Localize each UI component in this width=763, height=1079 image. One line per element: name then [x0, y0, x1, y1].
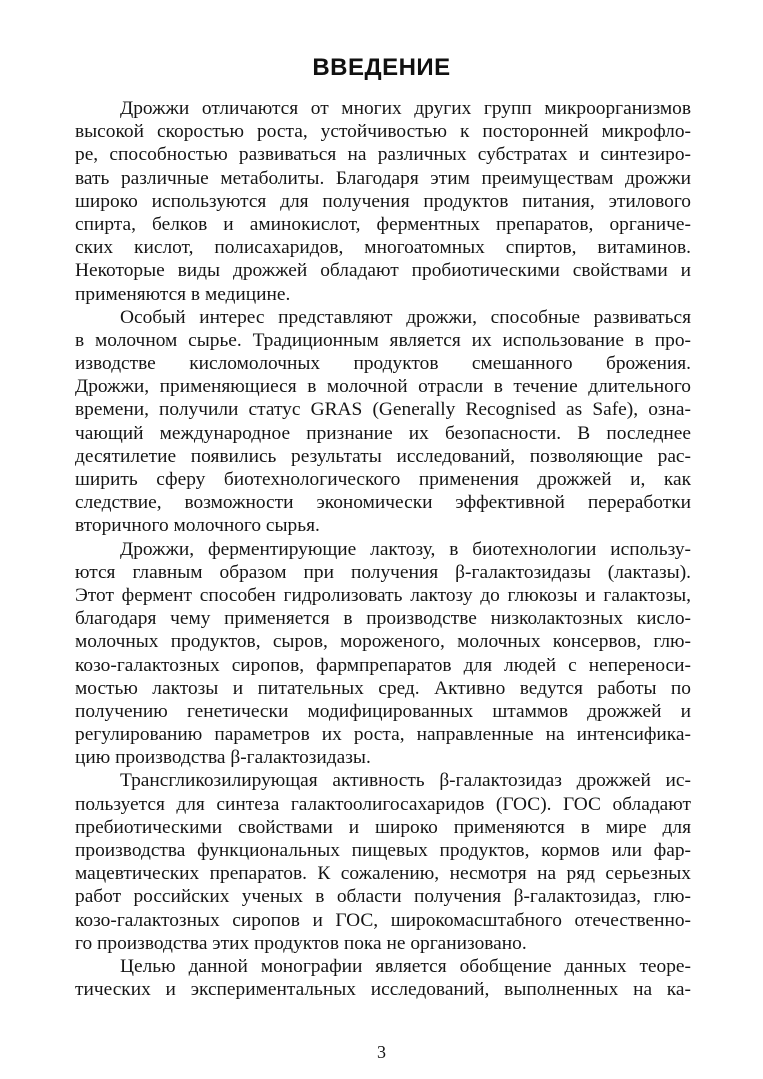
- text-line: ских кислот, полисахаридов, многоатомных спиртов, витаминов.: [75, 237, 691, 259]
- text-line: Этот фермент способен гидролизовать лактозу до глюкозы и галактозы,: [75, 584, 691, 606]
- paragraph-5: [75, 955, 691, 1001]
- text-line: ются главным образом при получения β-галактозидазы (лактазы).: [75, 561, 691, 583]
- text-line: Трансгликозилирующая активность β-галактозидаз дрожжей ис-: [120, 770, 691, 792]
- text-line: ширить сферу биотехнологического применения дрожжей и, как: [75, 469, 691, 490]
- text-line: Дрожжи, применяющиеся в молочной отрасли в течение длительного: [75, 376, 691, 398]
- text-line: козо-галактозных сиропов и ГОС, широкомасштабного отечественно-: [75, 909, 691, 931]
- text-line: производства функциональных пищевых продуктов, кормов или фар-: [75, 840, 691, 861]
- text-line: козо-галактозных сиропов, фармпрепаратов для людей с непереноси-: [75, 654, 691, 676]
- paragraph-2: [75, 306, 691, 538]
- page-title: ВВЕДЕНИЕ: [312, 54, 451, 81]
- text-line: мостью лактозы и питательных сред. Активно ведутся работы по: [75, 677, 691, 699]
- text-line: молочных продуктов, сыров, мороженого, молочных консервов, глю-: [75, 631, 691, 653]
- text-line: Некоторые виды дрожжей обладают пробиотическими свойствами и: [75, 260, 691, 282]
- text-line: высокой скоростью роста, устойчивостью к посторонней микрофло-: [75, 121, 691, 143]
- text-line: в молочном сырье. Традиционным является их использование в про-: [75, 329, 691, 351]
- paragraph-3: [75, 538, 691, 770]
- text-line: мацевтических препаратов. К сожалению, несмотря на ряд серьезных: [75, 863, 691, 885]
- paragraph-4: [75, 769, 691, 955]
- text-line: следствие, возможности экономически эффективной переработки: [75, 492, 691, 514]
- text-line: работ российских ученых в области получения β-галактозидаз, глю-: [75, 886, 691, 908]
- text-line: цию производства β-галактозидазы.: [75, 747, 371, 769]
- text-line: Целью данной монографии является обобщение данных теоре-: [120, 955, 691, 977]
- text-line: благодаря чему применяется в производстве низколактозных кисло-: [75, 608, 691, 630]
- body-text: [75, 97, 691, 1001]
- text-line: получению генетически модифицированных штаммов дрожжей и: [75, 700, 691, 722]
- paragraph-1: [75, 97, 691, 306]
- text-line: пребиотическими свойствами и широко применяются в мире для: [75, 816, 691, 838]
- text-line: десятилетие появились результаты исследований, позволяющие рас-: [75, 445, 691, 467]
- text-line: спирта, белков и аминокислот, ферментных препаратов, органиче-: [75, 213, 691, 235]
- text-line: регулированию параметров их роста, направленные на интенсифика-: [75, 724, 691, 746]
- text-line: применяются в медицине.: [75, 283, 291, 305]
- text-line: Дрожжи отличаются от многих других групп микроорганизмов: [120, 98, 691, 119]
- text-line: Особый интерес представляют дрожжи, способные развиваться: [120, 306, 691, 328]
- text-line: времени, получили статус GRAS (Generally Recognised as Safe), озна-: [75, 399, 691, 421]
- text-line: Дрожжи, ферментирующие лактозу, в биотехнологии использу-: [120, 538, 691, 560]
- text-line: пользуется для синтеза галактоолигосахаридов (ГОС). ГОС обладают: [75, 793, 691, 815]
- text-line: широко используются для получения продуктов питания, этилового: [75, 190, 691, 212]
- text-line: ре, способностью развиваться на различных субстратах и синтезиро-: [75, 144, 691, 166]
- text-line: вторичного молочного сырья.: [75, 515, 320, 537]
- text-line: тических и экспериментальных исследований, выполненных на ка-: [75, 979, 691, 1001]
- text-line: чающий международное признание их безопасности. В последнее: [75, 422, 691, 444]
- text-line: изводстве кисломолочных продуктов смешанного брожения.: [75, 353, 691, 375]
- text-line: вать различные метаболиты. Благодаря этим преимуществам дрожжи: [75, 167, 691, 189]
- text-line: го производства этих продуктов пока не организовано.: [75, 932, 527, 954]
- page-number: 3: [377, 1042, 386, 1062]
